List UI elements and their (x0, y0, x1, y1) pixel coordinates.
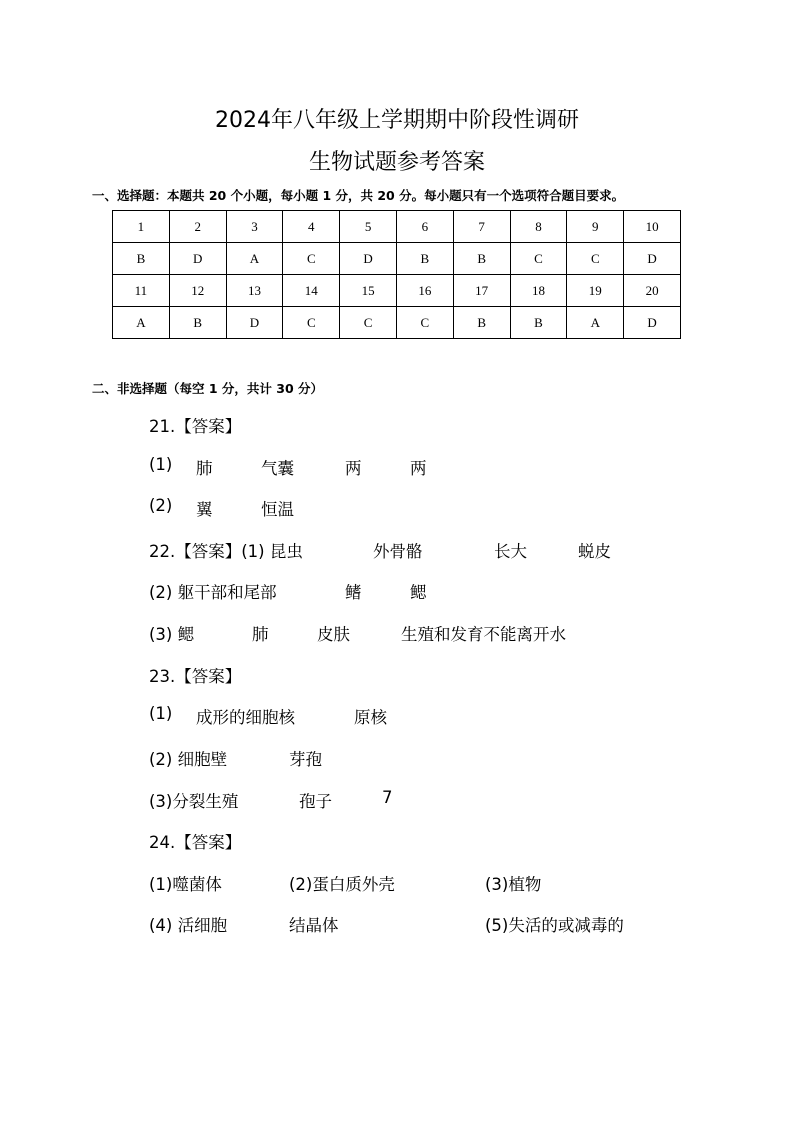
table-row (113, 275, 681, 307)
question-number-cell: 14 (283, 275, 340, 307)
answer-text: (1) (149, 455, 173, 474)
answer-cell: B (396, 243, 453, 275)
question-number-cell: 3 (226, 211, 283, 243)
answer-cell: D (624, 243, 681, 275)
q24-heading: 24.【答案】 (149, 833, 242, 852)
question-number-cell: 1 (113, 211, 170, 243)
answer-text: 肺 (252, 625, 269, 644)
answer-cell: C (567, 243, 624, 275)
answer-text: (3) 鳃 (149, 625, 195, 644)
answer-cell: D (624, 307, 681, 339)
answer-text: 两 (345, 459, 362, 478)
answer-cell: B (113, 243, 170, 275)
answer-text: 7 (382, 788, 393, 807)
answer-text: 成形的细胞核 (196, 708, 295, 727)
answer-cell: C (396, 307, 453, 339)
question-number-cell: 10 (624, 211, 681, 243)
answer-cell: D (169, 243, 226, 275)
answer-text: 恒温 (261, 500, 294, 519)
question-number-cell: 15 (340, 275, 397, 307)
question-number-cell: 12 (169, 275, 226, 307)
answer-text: (2)蛋白质外壳 (289, 875, 395, 894)
answer-cell: B (510, 307, 567, 339)
section-heading-multiple-choice: 一、选择题：本题共 20 个小题，每小题 1 分，共 20 分。每小题只有一个选项符合题目要求。 (92, 188, 625, 203)
question-number-cell: 13 (226, 275, 283, 307)
question-number-cell: 9 (567, 211, 624, 243)
question-number-cell: 18 (510, 275, 567, 307)
answer-text: (5)失活的或减毒的 (485, 916, 624, 935)
answer-text: (3)植物 (485, 875, 542, 894)
answer-text: 蜕皮 (578, 542, 611, 561)
answer-cell: A (567, 307, 624, 339)
answer-text: (2) 细胞壁 (149, 750, 228, 769)
answer-text: 翼 (196, 500, 213, 519)
answer-cell: B (453, 243, 510, 275)
answer-text: 皮肤 (317, 625, 350, 644)
answer-text: 22.【答案】(1) 昆虫 (149, 542, 303, 561)
answer-text: (2) 躯干部和尾部 (149, 583, 277, 602)
answer-cell: A (113, 307, 170, 339)
answer-cell: D (340, 243, 397, 275)
question-number-cell: 11 (113, 275, 170, 307)
table-row (113, 211, 681, 243)
answer-cell: C (283, 243, 340, 275)
section-heading-non-choice: 二、非选择题（每空 1 分，共计 30 分） (92, 381, 324, 396)
answer-table (112, 210, 681, 339)
answer-text: 芽孢 (289, 750, 322, 769)
answer-text: 孢子 (299, 792, 332, 811)
answer-text: (1) (149, 704, 173, 723)
question-number-cell: 4 (283, 211, 340, 243)
answer-text: 外骨骼 (373, 542, 423, 561)
answer-cell: B (453, 307, 510, 339)
answer-cell: A (226, 243, 283, 275)
answer-text: 生殖和发育不能离开水 (401, 625, 566, 644)
answer-text: 鳃 (410, 583, 427, 602)
question-number-cell: 17 (453, 275, 510, 307)
answer-text: (3)分裂生殖 (149, 792, 239, 811)
answer-text: 气囊 (261, 459, 294, 478)
question-number-cell: 6 (396, 211, 453, 243)
answer-text: 结晶体 (289, 916, 339, 935)
table-row (113, 307, 681, 339)
answer-text: (2) (149, 496, 173, 515)
answer-text: (4) 活细胞 (149, 916, 228, 935)
question-number-cell: 16 (396, 275, 453, 307)
answer-text: 原核 (354, 708, 387, 727)
question-number-cell: 20 (624, 275, 681, 307)
answer-text: (1)噬菌体 (149, 875, 222, 894)
answer-text: 长大 (494, 542, 527, 561)
document-title: 2024年八年级上学期期中阶段性调研 (215, 108, 579, 133)
q21-heading: 21.【答案】 (149, 417, 242, 436)
q23-heading: 23.【答案】 (149, 667, 242, 686)
answer-text: 鳍 (345, 583, 362, 602)
answer-cell: D (226, 307, 283, 339)
answer-cell: C (283, 307, 340, 339)
answer-text: 两 (410, 459, 427, 478)
question-number-cell: 19 (567, 275, 624, 307)
answer-cell: B (169, 307, 226, 339)
answer-text: 肺 (196, 459, 213, 478)
question-number-cell: 5 (340, 211, 397, 243)
question-number-cell: 8 (510, 211, 567, 243)
question-number-cell: 7 (453, 211, 510, 243)
answer-cell: C (340, 307, 397, 339)
table-row (113, 243, 681, 275)
question-number-cell: 2 (169, 211, 226, 243)
answer-cell: C (510, 243, 567, 275)
document-subtitle: 生物试题参考答案 (308, 150, 485, 175)
